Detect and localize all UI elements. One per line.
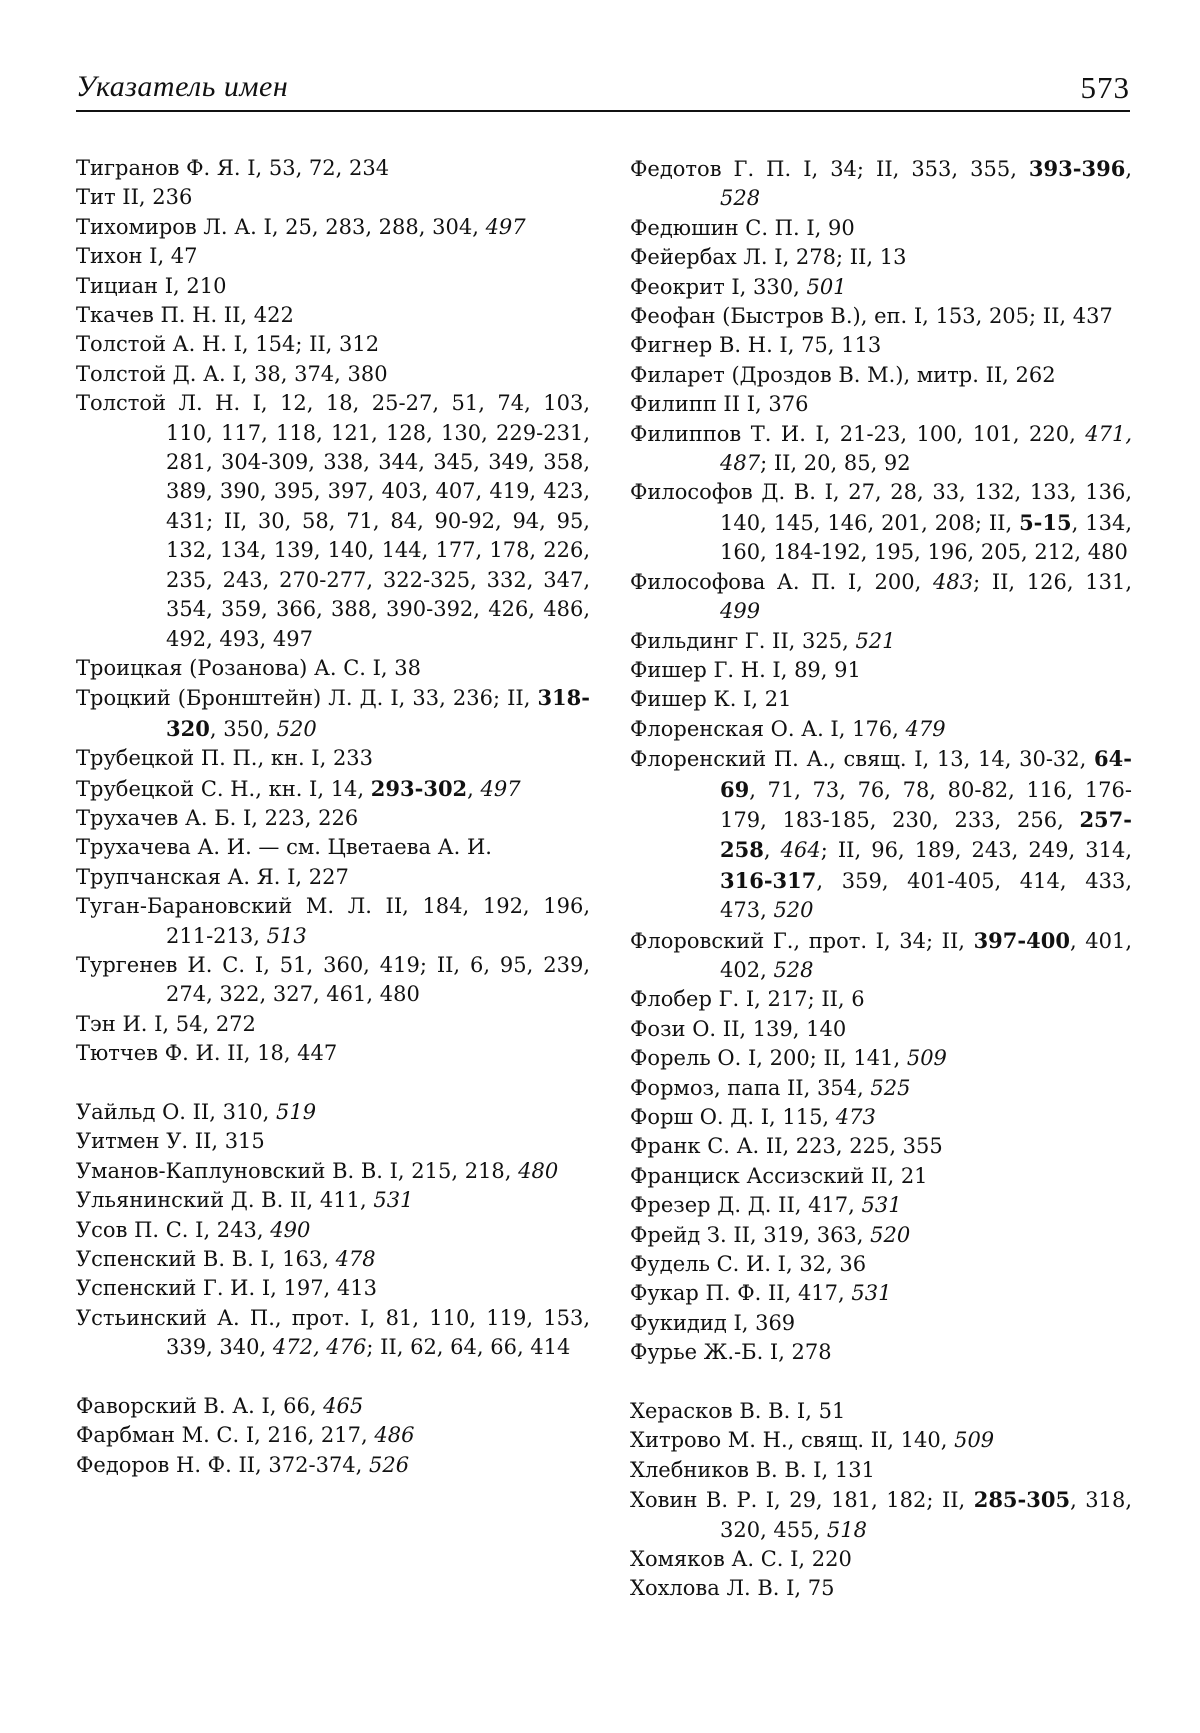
entry-text: Философов Д. В. I, 27, 28, 33, 132, 133, 136, 140, 145, 146, 201, 208; II, — [630, 480, 1132, 534]
entry-text: Флоренский П. А., свящ. I, 13, 14, 30-32, — [630, 747, 1094, 771]
index-entry — [630, 985, 1132, 1014]
entry-text: Флоровский Г., прот. I, 34; II, — [630, 929, 974, 953]
index-entry — [76, 774, 590, 804]
entry-text: Тициан I, 210 — [76, 274, 226, 298]
index-column-right — [630, 154, 1132, 1604]
entry-text: Трухачева А. И. — см. Цветаева А. И. — [76, 835, 492, 859]
entry-text: Филипп II I, 376 — [630, 392, 808, 416]
index-entry — [630, 627, 1132, 656]
index-entry — [76, 1186, 590, 1215]
note-page-ref: 521 — [855, 629, 895, 653]
index-entry — [630, 1074, 1132, 1103]
index-entry — [630, 1574, 1132, 1603]
index-entry — [76, 1010, 590, 1039]
entry-text: Толстой Л. Н. I, 12, 18, 25-27, 51, 74, 103, 110, 117, 118, 121, 128, 130, 229-231, 281, 304-309, 338, 344, 345, 349, 358, 389, 390, 395, 397, 403, 407, 419, 423, 431; II, 30, 58, 71, 84, 90-92, 94, 95, 132, 134, 139, 140, 144, 177, 178, 226, 235, 243, 270-277, 322-325, 332, 347, 354, 359, 366, 388, 390-392, 426, 486, 492, 493, 497 — [76, 391, 590, 650]
index-entry — [630, 1545, 1132, 1574]
entry-text: Хомяков А. С. I, 220 — [630, 1547, 852, 1571]
index-entry — [76, 1245, 590, 1274]
index-entry — [76, 213, 590, 242]
note-page-ref: 519 — [276, 1100, 316, 1124]
entry-text: , — [1125, 157, 1132, 181]
index-entry — [76, 683, 590, 744]
primary-page-ref: 318-320 — [166, 685, 590, 740]
index-entry — [76, 951, 590, 1010]
index-entry — [630, 1279, 1132, 1308]
index-entry — [630, 361, 1132, 390]
entry-text: ; II, 62, 64, 66, 414 — [366, 1335, 570, 1359]
note-page-ref: 473 — [836, 1105, 876, 1129]
entry-text: Фукар П. Ф. II, 417, — [630, 1281, 851, 1305]
note-page-ref: 471, 487 — [720, 422, 1132, 475]
entry-text: Толстой А. Н. I, 154; II, 312 — [76, 332, 379, 356]
primary-page-ref: 5-15 — [1019, 510, 1072, 535]
entry-text: Усов П. С. I, 243, — [76, 1218, 270, 1242]
entry-text: Уманов-Каплуновский В. В. I, 215, 218, — [76, 1159, 518, 1183]
note-page-ref: 497 — [486, 215, 526, 239]
entry-text: ; II, 126, 131, — [973, 570, 1132, 594]
entry-text: Фурье Ж.-Б. I, 278 — [630, 1340, 832, 1364]
entry-text: Успенский В. В. I, 163, — [76, 1247, 336, 1271]
entry-text: Филиппов Т. И. I, 21-23, 100, 101, 220, — [630, 422, 1085, 446]
header-title: Указатель имен — [76, 70, 288, 104]
index-entry — [630, 1485, 1132, 1545]
entry-text: Флобер Г. I, 217; II, 6 — [630, 987, 865, 1011]
note-page-ref: 509 — [907, 1046, 947, 1070]
entry-text: Феофан (Быстров В.), еп. I, 153, 205; II, 437 — [630, 304, 1113, 328]
note-page-ref: 464 — [781, 838, 821, 862]
entry-text: Фильдинг Г. II, 325, — [630, 629, 855, 653]
index-entry — [76, 272, 590, 301]
index-entry — [76, 804, 590, 833]
note-page-ref: 486 — [374, 1423, 414, 1447]
note-page-ref: 520 — [773, 898, 813, 922]
letter-section-gap — [76, 1069, 590, 1098]
index-entry — [630, 331, 1132, 360]
entry-text: Формоз, папа II, 354, — [630, 1076, 870, 1100]
primary-page-ref: 257-258 — [720, 807, 1132, 862]
index-entry — [76, 744, 590, 773]
note-page-ref: 520 — [277, 717, 317, 741]
entry-text: , 350, — [210, 717, 277, 741]
entry-text: Фукидид I, 369 — [630, 1311, 795, 1335]
entry-text: Уитмен У. II, 315 — [76, 1129, 265, 1153]
entry-text: Толстой Д. А. I, 38, 374, 380 — [76, 362, 388, 386]
index-entry — [76, 892, 590, 951]
note-page-ref: 480 — [518, 1159, 558, 1183]
entry-text: , 401, 402, — [720, 929, 1132, 982]
note-page-ref: 499 — [720, 599, 760, 623]
entry-text: Хохлова Л. В. I, 75 — [630, 1576, 834, 1600]
index-entry — [630, 420, 1132, 479]
note-page-ref: 465 — [323, 1394, 363, 1418]
entry-text: Форель О. I, 200; II, 141, — [630, 1046, 907, 1070]
index-entry — [630, 1162, 1132, 1191]
note-page-ref: 472, 476 — [273, 1335, 367, 1359]
entry-text: Тютчев Ф. И. II, 18, 447 — [76, 1041, 337, 1065]
entry-text: , — [467, 777, 480, 801]
entry-text: Тургенев И. С. I, 51, 360, 419; II, 6, 95, 239, 274, 322, 327, 461, 480 — [76, 953, 590, 1006]
entry-text: Трухачев А. Б. I, 223, 226 — [76, 806, 358, 830]
index-entry — [630, 715, 1132, 744]
index-entry — [630, 1044, 1132, 1073]
entry-text: Фигнер В. Н. I, 75, 113 — [630, 333, 881, 357]
primary-page-ref: 393-396 — [1029, 156, 1125, 181]
index-entry — [630, 243, 1132, 272]
note-page-ref: 520 — [870, 1223, 910, 1247]
index-entry — [630, 1132, 1132, 1161]
index-entry — [76, 863, 590, 892]
index-entry — [76, 1216, 590, 1245]
entry-text: Фишер К. I, 21 — [630, 687, 791, 711]
index-entry — [76, 360, 590, 389]
note-page-ref: 509 — [954, 1428, 994, 1452]
entry-text: Троицкая (Розанова) А. С. I, 38 — [76, 656, 421, 680]
entry-text: Флоренская О. А. I, 176, — [630, 717, 906, 741]
entry-text: Тит II, 236 — [76, 185, 192, 209]
entry-text: , 71, 73, 76, 78, 80-82, 116, 176-179, 183-185, 230, 233, 256, — [720, 778, 1132, 832]
note-page-ref: 531 — [373, 1188, 413, 1212]
index-entry — [76, 330, 590, 359]
primary-page-ref: 285-305 — [974, 1487, 1070, 1512]
index-entry — [76, 1127, 590, 1156]
index-entry — [630, 273, 1132, 302]
entry-text: Ульянинский Д. В. II, 411, — [76, 1188, 373, 1212]
note-page-ref: 525 — [870, 1076, 910, 1100]
entry-text: ; II, 96, 189, 243, 249, 314, — [821, 838, 1132, 862]
index-entry — [76, 1098, 590, 1127]
index-entry — [76, 183, 590, 212]
index-entry — [76, 301, 590, 330]
entry-text: Форш О. Д. I, 115, — [630, 1105, 836, 1129]
entry-text: , — [764, 838, 781, 862]
index-entry — [76, 154, 590, 183]
index-entry — [630, 685, 1132, 714]
entry-text: Фрейд З. II, 319, 363, — [630, 1223, 870, 1247]
entry-text: ; II, 20, 85, 92 — [760, 451, 911, 475]
note-page-ref: 518 — [827, 1518, 867, 1542]
entry-text: Тихомиров Л. А. I, 25, 283, 288, 304, — [76, 215, 486, 239]
note-page-ref: 513 — [267, 924, 307, 948]
index-entry — [76, 1421, 590, 1450]
index-entry — [630, 1456, 1132, 1485]
index-entry — [630, 744, 1132, 925]
entry-text: Троцкий (Бронштейн) Л. Д. I, 33, 236; II, — [76, 686, 537, 710]
note-page-ref: 531 — [851, 1281, 891, 1305]
index-entry — [630, 1221, 1132, 1250]
entry-text: Федюшин С. П. I, 90 — [630, 216, 855, 240]
entry-text: Федоров Н. Ф. II, 372-374, — [76, 1453, 369, 1477]
letter-section-gap — [630, 1368, 1132, 1397]
index-entry — [76, 242, 590, 271]
note-page-ref: 528 — [773, 958, 813, 982]
index-entry — [630, 1426, 1132, 1455]
entry-text: Тэн И. I, 54, 272 — [76, 1012, 256, 1036]
index-entry — [630, 214, 1132, 243]
entry-text: Фози О. II, 139, 140 — [630, 1017, 846, 1041]
entry-text: Тихон I, 47 — [76, 244, 198, 268]
note-page-ref: 526 — [369, 1453, 409, 1477]
note-page-ref: 497 — [481, 777, 521, 801]
page-number: 573 — [1081, 70, 1131, 106]
primary-page-ref: 293-302 — [371, 776, 467, 801]
note-page-ref: 501 — [806, 275, 846, 299]
index-entry — [630, 1191, 1132, 1220]
entry-text: Трупчанская А. Я. I, 227 — [76, 865, 349, 889]
index-entry — [630, 1015, 1132, 1044]
index-entry — [76, 1039, 590, 1068]
entry-text: Фарбман М. С. I, 216, 217, — [76, 1423, 374, 1447]
letter-section-gap — [76, 1363, 590, 1392]
entry-text: , 359, 401-405, 414, 433, 473, — [720, 869, 1132, 922]
index-entry — [76, 1304, 590, 1363]
index-entry — [76, 1274, 590, 1303]
entry-text: Хлебников В. В. I, 131 — [630, 1458, 875, 1482]
entry-text: Тигранов Ф. Я. I, 53, 72, 234 — [76, 156, 389, 180]
index-entry — [630, 1338, 1132, 1367]
entry-text: Туган-Барановский М. Л. II, 184, 192, 196, 211-213, — [76, 894, 590, 947]
entry-text: Ткачев П. Н. II, 422 — [76, 303, 294, 327]
index-entry — [76, 389, 590, 654]
index-entry — [630, 154, 1132, 214]
entry-text: Успенский Г. И. I, 197, 413 — [76, 1276, 377, 1300]
entry-text: Уайльд О. II, 310, — [76, 1100, 276, 1124]
index-entry — [630, 656, 1132, 685]
entry-text: Фаворский В. А. I, 66, — [76, 1394, 323, 1418]
index-entry — [630, 1250, 1132, 1279]
index-entry — [630, 568, 1132, 627]
note-page-ref: 483 — [933, 570, 973, 594]
entry-text: Трубецкой П. П., кн. I, 233 — [76, 746, 373, 770]
entry-text: , 134, 160, 184-192, 195, 196, 205, 212, 480 — [720, 511, 1132, 564]
primary-page-ref: 64-69 — [720, 746, 1132, 801]
entry-text: Хитрово М. Н., свящ. II, 140, — [630, 1428, 954, 1452]
index-entry — [76, 1451, 590, 1480]
note-page-ref: 478 — [336, 1247, 376, 1271]
index-entry — [630, 1397, 1132, 1426]
entry-text: Херасков В. В. I, 51 — [630, 1399, 845, 1423]
index-entry — [630, 390, 1132, 419]
entry-text: Феокрит I, 330, — [630, 275, 806, 299]
entry-text: Ховин В. Р. I, 29, 181, 182; II, — [630, 1488, 974, 1512]
entry-text: Фишер Г. Н. I, 89, 91 — [630, 658, 861, 682]
index-column-left — [76, 154, 590, 1480]
entry-text: Фейербах Л. I, 278; II, 13 — [630, 245, 906, 269]
note-page-ref: 490 — [270, 1218, 310, 1242]
index-entry — [630, 926, 1132, 986]
index-entry — [76, 833, 590, 862]
index-entry — [630, 302, 1132, 331]
index-entry — [630, 478, 1132, 567]
note-page-ref: 528 — [720, 186, 760, 210]
index-entry — [76, 1392, 590, 1421]
entry-text: Фудель С. И. I, 32, 36 — [630, 1252, 866, 1276]
running-header — [76, 64, 1130, 112]
primary-page-ref: 316-317 — [720, 868, 816, 893]
entry-text: , 318, 320, 455, — [720, 1488, 1132, 1541]
primary-page-ref: 397-400 — [974, 928, 1070, 953]
entry-text: Франк С. А. II, 223, 225, 355 — [630, 1134, 943, 1158]
index-entry — [630, 1103, 1132, 1132]
entry-text: Трубецкой С. Н., кн. I, 14, — [76, 777, 371, 801]
entry-text: Устьинский А. П., прот. I, 81, 110, 119, 153, 339, 340, — [76, 1306, 590, 1359]
entry-text: Философова А. П. I, 200, — [630, 570, 933, 594]
index-entry — [76, 654, 590, 683]
index-entry — [76, 1157, 590, 1186]
entry-text: Федотов Г. П. I, 34; II, 353, 355, — [630, 157, 1029, 181]
entry-text: Франциск Ассизский II, 21 — [630, 1164, 928, 1188]
entry-text: Фрезер Д. Д. II, 417, — [630, 1193, 862, 1217]
index-entry — [630, 1309, 1132, 1338]
note-page-ref: 531 — [862, 1193, 902, 1217]
entry-text: Филарет (Дроздов В. М.), митр. II, 262 — [630, 363, 1056, 387]
note-page-ref: 479 — [906, 717, 946, 741]
